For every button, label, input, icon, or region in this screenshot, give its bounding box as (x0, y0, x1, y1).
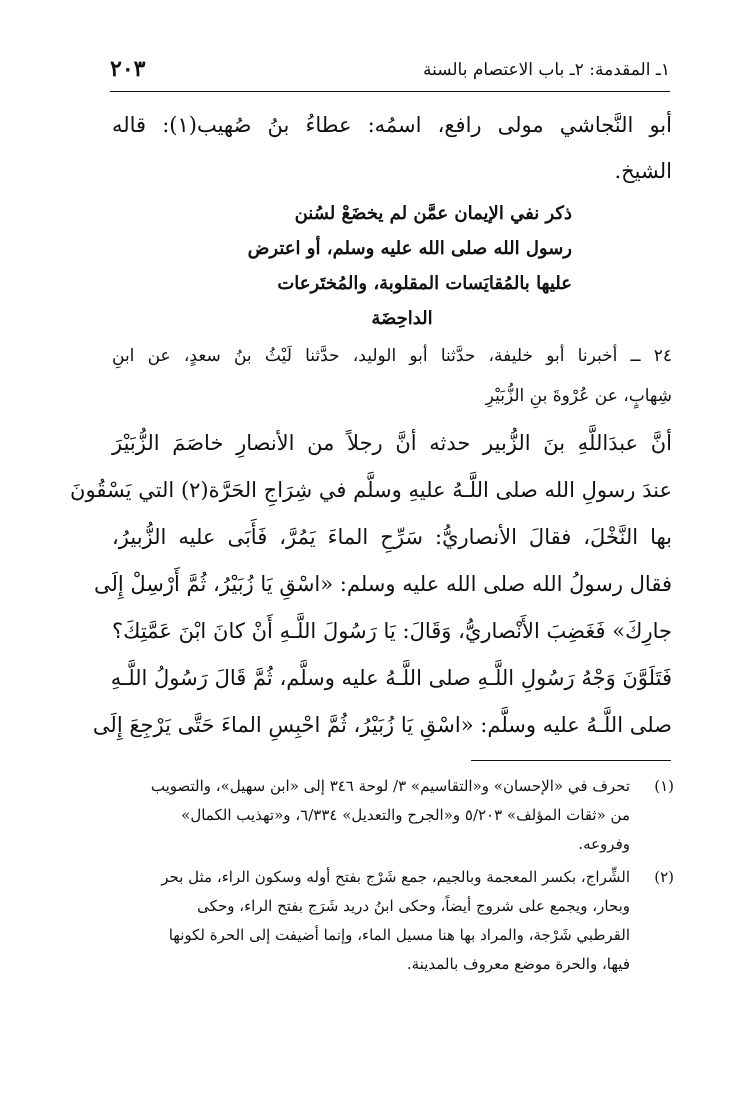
intro-line: الشيخ. (614, 159, 672, 183)
footnote-line: من «ثقات المؤلف» ٥/٢٠٣ و«الجرح والتعديل» ٦/٣٣٤، و«تهذيب الكمال» (181, 806, 630, 824)
footnote-line: الشِّراج، بكسر المعجمة وبالجيم، جمع شَرْج بفتح أوله وسكون الراء، مثل بحر (161, 868, 630, 886)
intro-paragraph (112, 102, 672, 194)
heading-line: الداحِضَة (371, 308, 433, 329)
hadith-line: عندَ رسولِ الله صلى اللَّـهُ عليهِ وسلَّم في شِرَاجِ الحَرَّة(٢) التي يَسْقُونَ (70, 478, 672, 502)
hadith-text (70, 420, 672, 749)
footnote-number: (٢) (654, 868, 674, 886)
footnote-line: القرطبي شَرْجة، والمراد بها هنا مسيل الماء، وإنما أضيفت إلى الحرة لكونها (168, 926, 630, 944)
hadith-line: أنَّ عبدَاللَّهِ بنَ الزُّبير حدثه أنَّ رجلاً من الأنصارِ خاصَمَ الزُّبَيْرَ (112, 431, 672, 455)
footnote-rule (471, 760, 671, 761)
hadith-line: صلى اللَّـهُ عليه وسلَّم: «اسْقِ يَا زُبَيْرُ، ثُمَّ احْبِسِ الماءَ حَتَّى يَرْجِعَ إِلَى (92, 713, 672, 737)
heading-line: رسول الله صلى الله عليه وسلم، أو اعترض (247, 238, 572, 259)
header-rule (110, 91, 670, 92)
footnote-number: (١) (654, 777, 674, 795)
isnad-line: شِهابٍ، عن عُرْوةَ بنِ الزُّبَيْرِ (485, 386, 672, 406)
footnote-line: فيها، والحرة موضع معروف بالمدينة. (406, 955, 630, 973)
running-header (110, 56, 670, 86)
footnote (110, 863, 674, 979)
hadith-line: جارِكَ» فَغَضِبَ الأَنْصاريُّ، وَقَالَ: يَا رَسُولَ اللَّـهِ أَنْ كانَ ابْنَ عَمَّتِكَ؟ (112, 619, 672, 643)
footnote (110, 772, 674, 859)
hadith-line: فَتَلَوَّنَ وَجْهُ رَسُولِ اللَّـهِ صلى اللَّـهُ عليه وسلَّم، ثُمَّ قَالَ رَسُولُ اللَّـهِ (110, 666, 672, 690)
heading-line: عليها بالمُقايَسات المقلوبة، والمُختَرعات (277, 273, 572, 294)
footnote-line: وفروعه. (578, 835, 630, 853)
hadith-line: بها النَّخْلَ، فقالَ الأنصاريُّ: سَرِّحِ الماءَ يَمُرَّ، فَأَبَى عليه الزُّبيرُ، (112, 525, 672, 549)
page-number: ٢٠٣ (110, 56, 146, 82)
heading-line: ذكر نفي الإيمان عمَّن لم يخضَعْ لسُنن (294, 203, 572, 224)
header-title: ١ـ المقدمة: ٢ـ باب الاعتصام بالسنة (422, 60, 670, 80)
isnad-line: ٢٤ ــ أخبرنا أبو خليفة، حدَّثنا أبو الوليد، حدَّثنا لَيْثُ بنُ سعدٍ، عن ابنِ (112, 346, 672, 366)
footnote-line: وبحار، ويجمع على شروج أيضاً، وحكى ابنُ دريد شَرَج بفتح الراء، وحكى (197, 897, 630, 915)
footnotes (110, 772, 674, 983)
footnote-line: تحرف في «الإحسان» و«التقاسيم» ٣/ لوحة ٣٤٦ إلى «ابن سهيل»، والتصويب (150, 777, 630, 795)
chapter-heading (232, 196, 572, 336)
intro-line: أبو النَّجاشي مولى رافع، اسمُه: عطاءُ بنُ صُهيب(١): قاله (112, 113, 672, 137)
hadith-line: فقال رسولُ الله صلى الله عليه وسلم: «اسْقِ يَا زُبَيْرُ، ثُمَّ أَرْسِلْ إِلَى (93, 572, 672, 596)
hadith-isnad (112, 336, 672, 416)
